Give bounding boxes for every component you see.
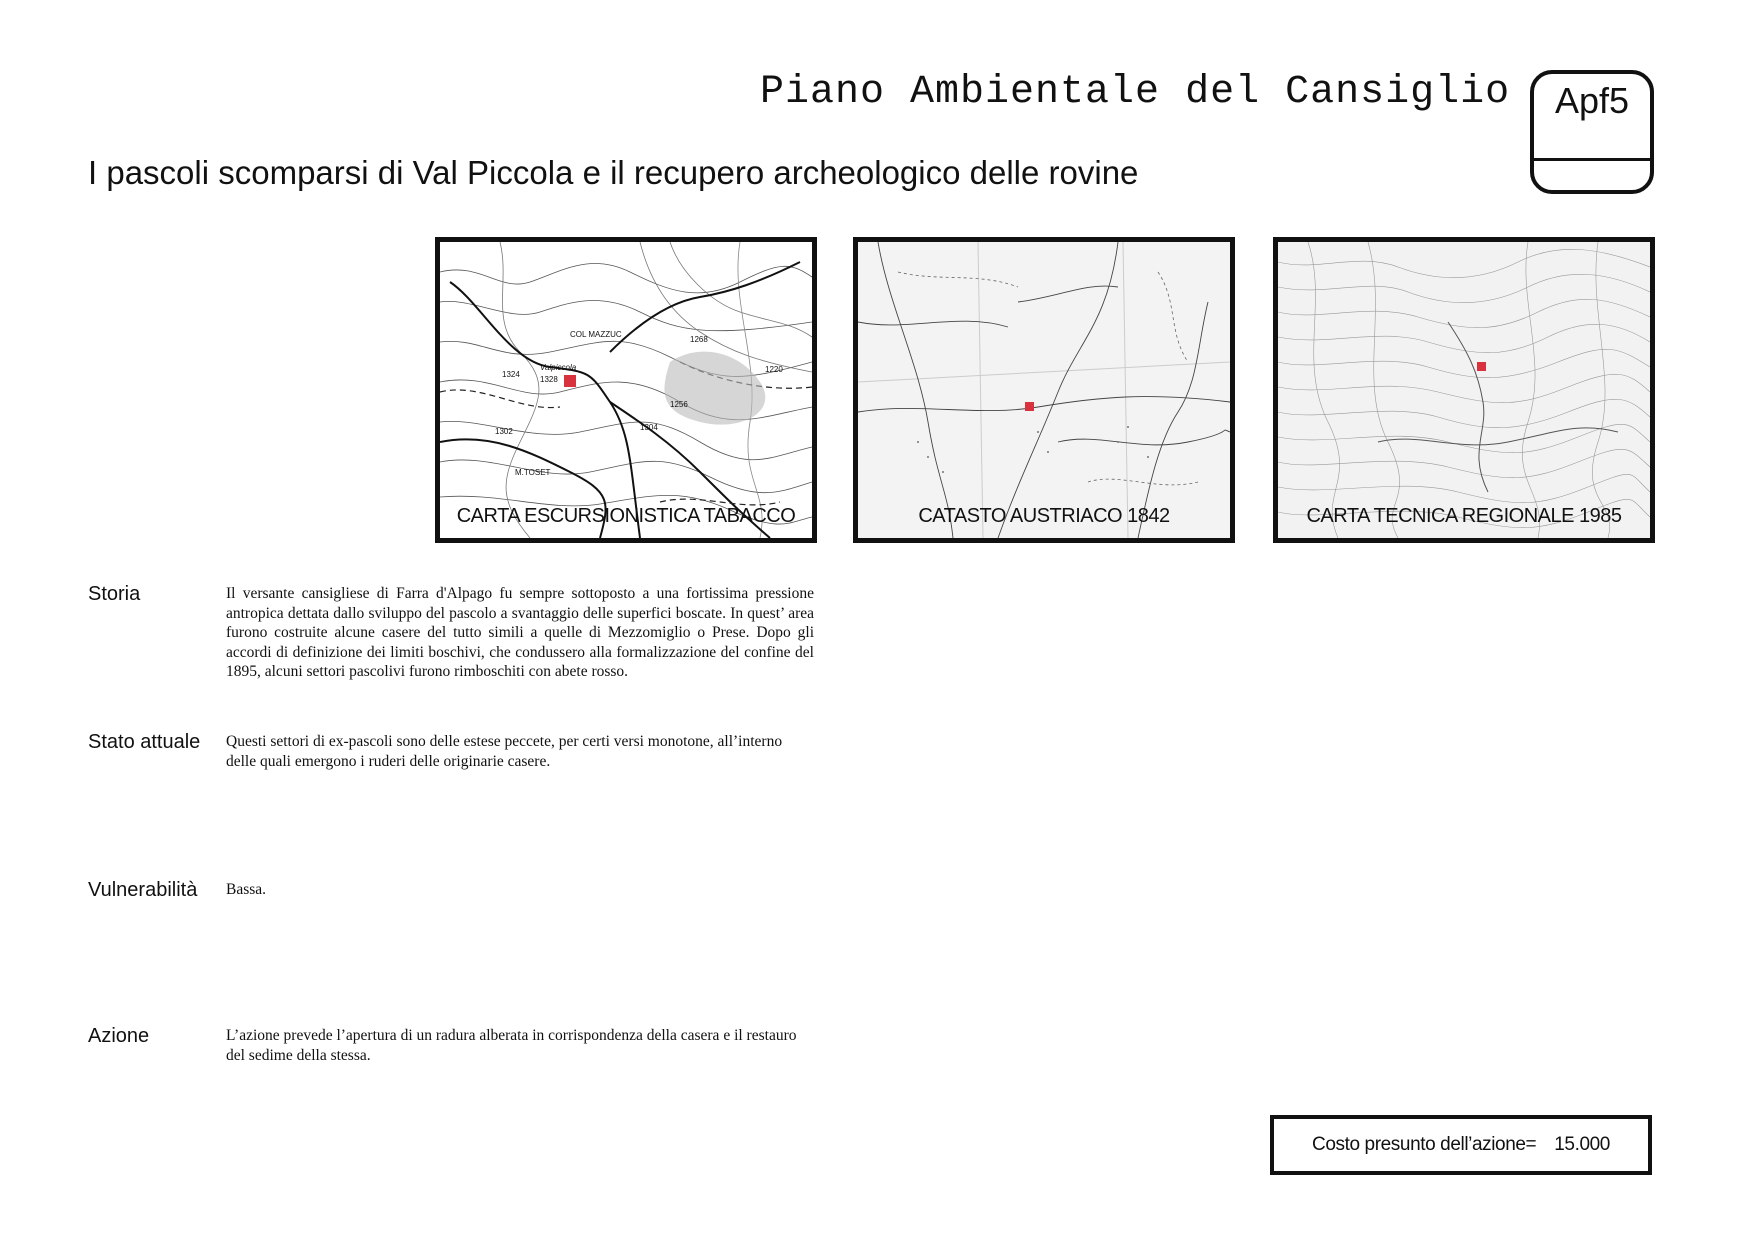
map-tabacco-image — [440, 242, 812, 538]
map-catasto-image — [858, 242, 1230, 538]
map-label-valpiccola: Valpiccola — [540, 363, 577, 372]
plan-title: Piano Ambientale del Cansiglio — [760, 70, 1511, 115]
section-text-azione: L’azione prevede l’apertura di un radura alberata in corrispondenza della casera e il restauro del sedime della stessa. — [226, 1027, 797, 1064]
map-label-1220: 1220 — [765, 365, 783, 374]
sheet-code-box — [1530, 70, 1654, 194]
map-caption-catasto: CATASTO AUSTRIACO 1842 — [918, 505, 1170, 527]
map-label-1268: 1268 — [690, 335, 708, 344]
map-label-1328: 1328 — [540, 375, 558, 384]
map-label-1256: 1256 — [670, 400, 688, 409]
map-caption-ctr: CARTA TECNICA REGIONALE 1985 — [1306, 505, 1622, 527]
page-title: I pascoli scomparsi di Val Piccola e il recupero archeologico delle rovine — [88, 154, 1139, 191]
map-carta-tecnica — [1273, 237, 1655, 543]
map-label-col-mazzuc: COL MAZZUC — [570, 330, 622, 339]
section-text-storia: Il versante cansigliese di Farra d'Alpago fu sempre sottoposto a una fortissima pressione antropica dettata dallo sviluppo del pascolo a svantaggio delle superfici boscate. In quest’ area furono costruite alcune casere del tutto simili a quelle di Mezzomiglio o Prese. Dopo gli accordi di definizione dei limiti boschivi, che condussero alla formalizzazione del confine del 1895, alcuni settori pascolivi furono rimboschiti con abete rosso. — [226, 585, 814, 680]
cost-label: Costo presunto dell’azione= — [1312, 1134, 1537, 1155]
map-label-1324: 1324 — [502, 370, 520, 379]
section-label-azione: Azione — [88, 1025, 150, 1047]
sheet-code: Apf5 — [1554, 80, 1630, 121]
section-label-storia: Storia — [88, 583, 141, 605]
code-box-divider — [1534, 158, 1650, 161]
cost-box — [1270, 1115, 1652, 1175]
map-tabacco — [435, 237, 817, 543]
section-text-stato-attuale: Questi settori di ex-pascoli sono delle estese peccete, per certi versi monotone, all’interno delle quali emergono i ruderi delle originarie casere. — [226, 733, 783, 770]
map-ctr-image — [1278, 242, 1650, 538]
location-marker — [1477, 362, 1486, 371]
map-label-1304: 1304 — [640, 423, 658, 432]
cost-value: 15.000 — [1554, 1134, 1610, 1155]
section-label-vulnerabilita: Vulnerabilità — [88, 879, 198, 901]
section-text-vulnerabilita: Bassa. — [226, 881, 267, 898]
location-marker — [564, 375, 576, 387]
location-marker — [1025, 402, 1034, 411]
section-label-stato-attuale: Stato attuale — [88, 731, 201, 753]
map-label-m-toset: M.TOSET — [515, 468, 551, 477]
map-label-1302: 1302 — [495, 427, 513, 436]
map-catasto-austriaco — [853, 237, 1235, 543]
map-caption-tabacco: CARTA ESCURSIONISTICA TABACCO — [456, 505, 796, 527]
